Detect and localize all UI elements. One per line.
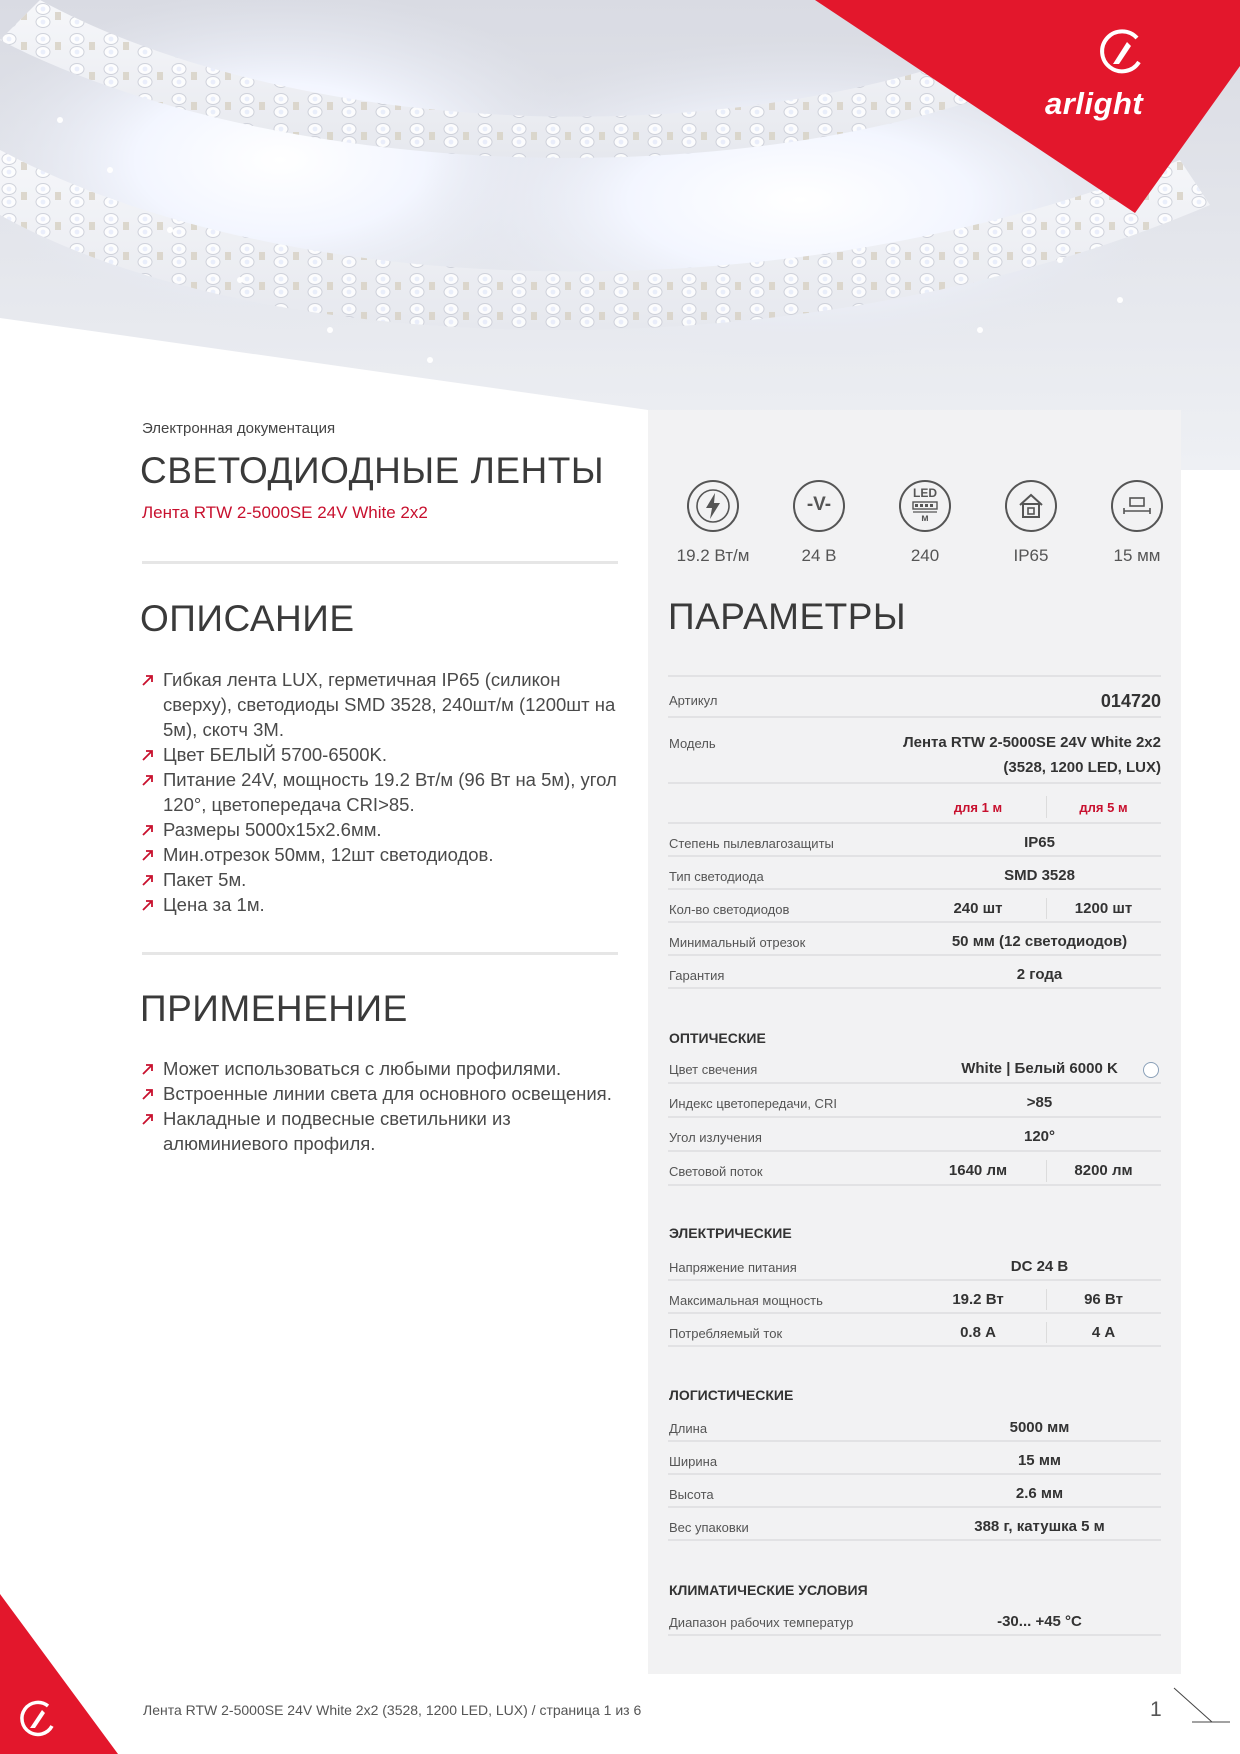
page-corner-icon [1172, 1686, 1232, 1724]
param-row [668, 927, 1161, 956]
param-label: Тип светодиода [669, 869, 764, 884]
param-value-5m: 8200 лм [1074, 1162, 1133, 1179]
arlight-logo-icon [1093, 24, 1149, 80]
doc-label: Электронная документация [142, 420, 336, 437]
param-label: Степень пылевлагозащиты [669, 836, 834, 851]
product-subtitle: Лента RTW 2-5000SE 24V White 2x2 [142, 503, 428, 522]
param-label: Модель [669, 736, 716, 751]
list-item-text: Цена за 1м. [163, 894, 265, 915]
bullet-arrow-icon [142, 1088, 154, 1100]
param-value: SMD 3528 [1004, 867, 1075, 884]
param-value: 2 года [1016, 966, 1063, 983]
param-value: 388 г, катушка 5 м [974, 1518, 1105, 1535]
feature-icons [660, 480, 1170, 570]
param-row [668, 1607, 1161, 1636]
param-value-1m: 1640 лм [948, 1162, 1008, 1179]
led-bottom-label: м [921, 513, 929, 524]
bullet-arrow-icon [142, 774, 154, 786]
bullet-arrow-icon [142, 749, 154, 761]
param-row [668, 1054, 1161, 1084]
page-number: 1 [1150, 1698, 1162, 1721]
bullet-arrow-icon [142, 1113, 154, 1125]
param-value-1m: 0.8 А [960, 1324, 996, 1341]
color-swatch-icon [1143, 1062, 1159, 1078]
feature-led-count [872, 480, 978, 566]
feature-protection [978, 480, 1084, 566]
footer-text: Лента RTW 2-5000SE 24V White 2x2 (3528, 1200 LED, LUX) / страница 1 из 6 [143, 1702, 642, 1718]
application-title: ПРИМЕНЕНИЕ [140, 988, 408, 1029]
bullet-arrow-icon [142, 824, 154, 836]
brand-logo-text: arlight [1045, 86, 1144, 121]
param-row [668, 1413, 1161, 1442]
param-row [668, 1156, 1161, 1186]
protection-house-icon [1005, 480, 1057, 532]
list-item-text: Размеры 5000x15x2.6мм. [163, 819, 382, 840]
voltage-value: 24 В [801, 546, 837, 565]
list-item [142, 1056, 622, 1081]
led-count-value: 240 [910, 546, 940, 565]
divider [142, 952, 618, 955]
list-item-text: Питание 24V, мощность 19.2 Вт/м (96 Вт на 5м), угол 120°, цветопередача CRI>85. [163, 769, 617, 815]
param-row [668, 1285, 1161, 1314]
param-value-5m: 96 Вт [1084, 1291, 1123, 1308]
param-row [668, 894, 1161, 923]
param-value: 5000 мм [1009, 1419, 1070, 1436]
param-row [668, 1512, 1161, 1541]
param-value-1m: 240 шт [953, 900, 1003, 917]
protection-value: IP65 [1013, 546, 1049, 565]
list-item-text: Цвет БЕЛЫЙ 5700-6500K. [163, 744, 387, 765]
led-top-label: LED [913, 486, 937, 500]
param-row [668, 1318, 1161, 1347]
list-item-text: Мин.отрезок 50мм, 12шт светодиодов. [163, 844, 494, 865]
brand-corner [815, 0, 1240, 213]
list-item [142, 767, 622, 817]
param-label: Диапазон рабочих температур [669, 1615, 854, 1630]
param-label: Максимальная мощность [669, 1293, 823, 1308]
param-value: >85 [1026, 1094, 1053, 1111]
param-row [668, 1446, 1161, 1475]
param-value: 15 мм [1017, 1452, 1062, 1469]
list-item-text: Накладные и подвесные светильники из алюминиевого профиля. [163, 1108, 511, 1154]
bullet-arrow-icon [142, 899, 154, 911]
param-value: IP65 [1024, 834, 1055, 851]
voltage-icon [793, 480, 845, 532]
param-label: Цвет свечения [669, 1062, 758, 1077]
bullet-arrow-icon [142, 674, 154, 686]
param-row [668, 1088, 1161, 1118]
description-list [142, 667, 622, 917]
param-value-1m: 19.2 Вт [952, 1291, 1004, 1308]
voltage-glyph: -V- [806, 494, 832, 515]
param-label: Напряжение питания [669, 1260, 797, 1275]
list-item [142, 867, 622, 892]
param-label: Высота [669, 1487, 714, 1502]
section-logistic: ЛОГИСТИЧЕСКИЕ [669, 1387, 794, 1403]
list-item [142, 667, 622, 742]
list-item [142, 1106, 622, 1156]
param-label: Гарантия [669, 968, 725, 983]
param-label: Индекс цветопередачи, CRI [669, 1096, 837, 1111]
param-row [668, 828, 1161, 857]
footer-brand-corner [0, 1594, 118, 1754]
param-value: -30... +45 °C [997, 1613, 1082, 1630]
param-value: 50 мм (12 светодиодов) [951, 933, 1128, 950]
power-icon [687, 480, 739, 532]
param-label: Световой поток [669, 1164, 763, 1179]
width-value: 15 мм [1113, 546, 1161, 565]
feature-power [660, 480, 766, 566]
power-value: 19.2 Вт/м [676, 546, 750, 565]
param-row [668, 960, 1161, 989]
description-title: ОПИСАНИЕ [140, 598, 355, 639]
param-row [668, 1479, 1161, 1508]
section-optical: ОПТИЧЕСКИЕ [669, 1030, 766, 1046]
param-value: 2.6 мм [1015, 1485, 1064, 1502]
application-list [142, 1056, 622, 1156]
param-row [668, 1252, 1161, 1281]
list-item [142, 842, 622, 867]
param-value-5m: 4 А [1091, 1324, 1116, 1341]
param-row [668, 1122, 1161, 1152]
list-item [142, 1081, 622, 1106]
column-5m: для 5 м [1079, 800, 1128, 815]
param-label: Длина [669, 1421, 708, 1436]
param-label: Потребляемый ток [669, 1326, 783, 1341]
led-per-meter-icon [899, 480, 951, 532]
param-label: Артикул [669, 693, 718, 708]
param-value-line2: (3528, 1200 LED, LUX) [1003, 759, 1161, 776]
bullet-arrow-icon [142, 874, 154, 886]
param-value: 120° [1023, 1128, 1056, 1145]
list-item-text: Может использоваться с любыми профилями. [163, 1058, 562, 1079]
param-value-line1: Лента RTW 2-5000SE 24V White 2x2 [903, 734, 1161, 751]
param-label: Ширина [669, 1454, 718, 1469]
bullet-arrow-icon [142, 849, 154, 861]
divider [668, 675, 1161, 677]
bullet-arrow-icon [142, 1063, 154, 1075]
feature-voltage [766, 480, 872, 566]
list-item-text: Пакет 5м. [163, 869, 247, 890]
list-item [142, 742, 622, 767]
param-value-5m: 1200 шт [1074, 900, 1133, 917]
column-1m: для 1 м [953, 800, 1003, 815]
param-label: Минимальный отрезок [669, 935, 806, 950]
parameters-title: ПАРАМЕТРЫ [668, 596, 907, 637]
section-electrical: ЭЛЕКТРИЧЕСКИЕ [669, 1225, 792, 1241]
param-label: Кол-во светодиодов [669, 902, 790, 917]
param-row [668, 861, 1161, 890]
param-label: Угол излучения [669, 1130, 762, 1145]
param-value: 014720 [1100, 691, 1161, 711]
param-row-model [668, 722, 1161, 784]
param-value: DC 24 В [1010, 1258, 1069, 1275]
param-row-article [668, 684, 1161, 718]
page-title: СВЕТОДИОДНЫЕ ЛЕНТЫ [140, 450, 605, 491]
list-item [142, 892, 622, 917]
width-icon [1111, 480, 1163, 532]
param-label: Вес упаковки [669, 1520, 749, 1535]
section-climate: КЛИМАТИЧЕСКИЕ УСЛОВИЯ [669, 1582, 868, 1598]
param-value: White | Белый 6000 K [961, 1060, 1118, 1077]
list-item [142, 817, 622, 842]
list-item-text: Гибкая лента LUX, герметичная IP65 (силикон сверху), светодиоды SMD 3528, 240шт/м (1200шт на 5м), скотч 3М. [163, 669, 616, 740]
list-item-text: Встроенные линии света для основного освещения. [163, 1083, 612, 1104]
feature-width [1084, 480, 1190, 566]
param-columns-header [668, 790, 1161, 824]
divider [142, 561, 618, 564]
